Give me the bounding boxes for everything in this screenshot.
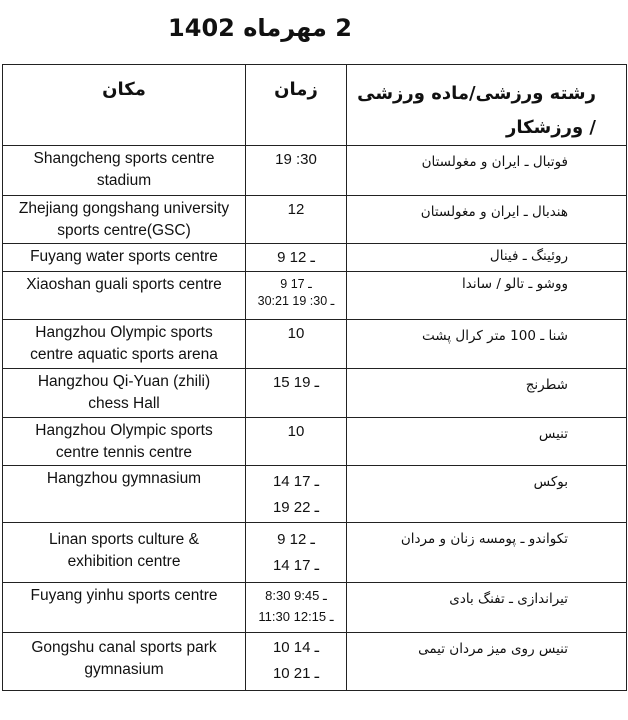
header-row (3, 65, 627, 146)
table-row (3, 196, 627, 244)
sport-cell: تنیس روی میز مردان تیمی (347, 633, 627, 691)
venue-cell: Fuyang yinhu sports centre (3, 583, 246, 633)
sport-cell: هندبال ـ ایران و مغولستان (347, 196, 627, 244)
table-row (3, 466, 627, 523)
time-cell: 8:30 ـ 9:45 11:30 ـ 12:15 (246, 583, 347, 633)
time-cell: 14 ـ 17 19 ـ 22 (246, 466, 347, 523)
table-row (3, 320, 627, 369)
venue-cell: Linan sports culture & exhibition centre (3, 523, 246, 583)
time-cell: 12 (246, 196, 347, 244)
venue-cell: Hangzhou Qi-Yuan (zhili) chess Hall (3, 369, 246, 418)
table-row (3, 583, 627, 633)
sport-cell: روئینگ ـ فینال (347, 244, 627, 272)
sport-cell: بوکس (347, 466, 627, 523)
venue-cell: Gongshu canal sports park gymnasium (3, 633, 246, 691)
time-cell: 10 (246, 320, 347, 369)
venue-cell: Hangzhou gymnasium (3, 466, 246, 523)
table-row (3, 418, 627, 466)
sport-cell: تنیس (347, 418, 627, 466)
venue-cell: Zhejiang gongshang university sports centre(GSC) (3, 196, 246, 244)
sport-cell: شنا ـ 100 متر کرال پشت (347, 320, 627, 369)
time-header: زمان (246, 65, 347, 146)
table-row (3, 523, 627, 583)
sport-header: رشته ورزشی/ماده ورزشی / ورزشکار (347, 65, 627, 146)
table-row (3, 146, 627, 196)
sport-cell: تکواندو ـ پومسه زنان و مردان (347, 523, 627, 583)
venue-cell: Hangzhou Olympic sports centre tennis centre (3, 418, 246, 466)
table-row (3, 633, 627, 691)
sport-cell: شطرنج (347, 369, 627, 418)
time-cell: 15 ـ 19 (246, 369, 347, 418)
time-cell: 10 ـ 14 10 ـ 21 (246, 633, 347, 691)
venue-header: مکان (3, 65, 246, 146)
table-row (3, 369, 627, 418)
sport-cell: ووشو ـ تالو / ساندا (347, 272, 627, 320)
venue-cell: Shangcheng sports centre stadium (3, 146, 246, 196)
venue-cell: Fuyang water sports centre (3, 244, 246, 272)
time-cell: 9 ـ 12 14 ـ 17 (246, 523, 347, 583)
table-row (3, 244, 627, 272)
time-cell: 10 (246, 418, 347, 466)
sport-cell: تیراندازی ـ تفنگ بادی (347, 583, 627, 633)
table-row (3, 272, 627, 320)
schedule-table (2, 64, 627, 691)
sport-cell: فوتبال ـ ایران و مغولستان (347, 146, 627, 196)
time-cell: 9 ـ 17 30:21 ـ 30: 19 (246, 272, 347, 320)
time-cell: 19 :30 (246, 146, 347, 196)
time-cell: 9 ـ 12 (246, 244, 347, 272)
venue-cell: Hangzhou Olympic sports centre aquatic sports arena (3, 320, 246, 369)
venue-cell: Xiaoshan guali sports centre (3, 272, 246, 320)
page-title: 2 مهرماه 1402 (168, 14, 352, 42)
